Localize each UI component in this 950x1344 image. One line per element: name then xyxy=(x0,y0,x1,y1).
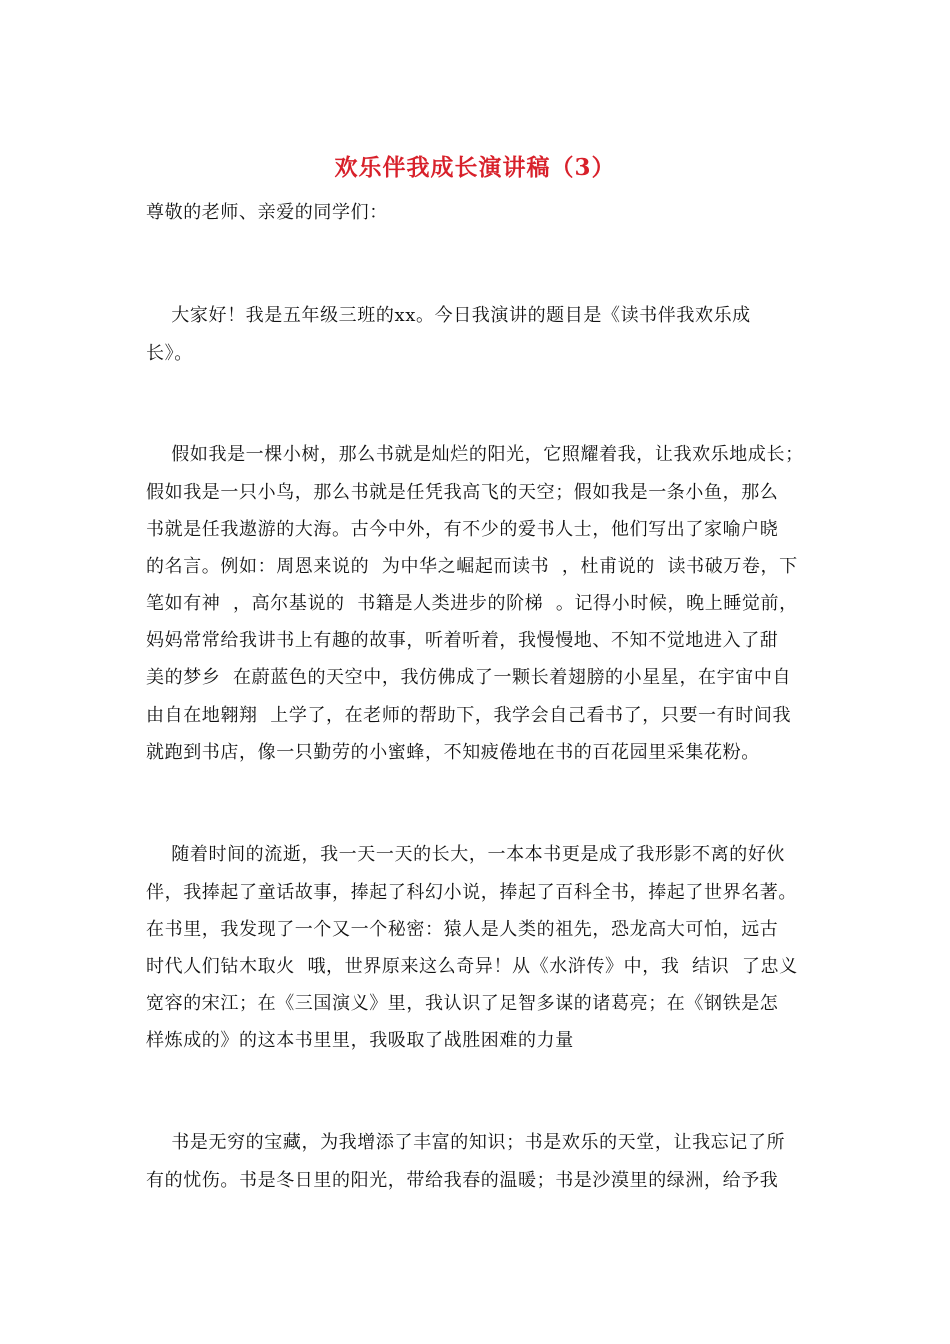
paragraph-line: 书是无穷的宝藏，为我增添了丰富的知识；书是欢乐的天堂，让我忘记了所 xyxy=(146,1132,786,1153)
paragraph-line: 妈妈常常给我讲书上有趣的故事，听着听着，我慢慢地、不知不觉地进入了甜 xyxy=(146,630,779,651)
paragraph-line: 假如我是一棵小树，那么书就是灿烂的阳光，它照耀着我，让我欢乐地成长； xyxy=(146,444,804,465)
paragraph-line: 宽容的宋江；在《三国演义》里，我认识了足智多谋的诸葛亮；在《钢铁是怎 xyxy=(146,993,779,1014)
paragraph-line: 随着时间的流逝，我一天一天的长大，一本本书更是成了我形影不离的好伙 xyxy=(146,844,786,865)
paragraph-line: 的名言。例如：周恩来说的 为中华之崛起而读书 ，杜甫说的 读书破万卷，下 xyxy=(146,556,798,577)
paragraph-line: 大家好！我是五年级三班的xx。今日我演讲的题目是《读书伴我欢乐成 xyxy=(146,305,751,326)
paragraph-line: 在书里，我发现了一个又一个秘密：猿人是人类的祖先，恐龙高大可怕，远古 xyxy=(146,919,779,940)
paragraph-line: 书就是任我遨游的大海。古今中外，有不少的爱书人士，他们写出了家喻户晓 xyxy=(146,519,779,540)
paragraph-line: 由自在地翱翔 上学了，在老师的帮助下，我学会自己看书了，只要一有时间我 xyxy=(146,705,792,726)
paragraph-line: 长》。 xyxy=(146,343,193,364)
paragraph-line: 时代人们钻木取火 哦，世界原来这么奇异！从《水浒传》中，我 结识 了忠义 xyxy=(146,956,798,977)
salutation: 尊敬的老师、亲爱的同学们： xyxy=(146,202,388,223)
paragraph-line: 有的忧伤。书是冬日里的阳光，带给我春的温暖；书是沙漠里的绿洲，给予我 xyxy=(146,1170,779,1191)
paragraph-line: 伴，我捧起了童话故事，捧起了科幻小说，捧起了百科全书，捧起了世界名著。 xyxy=(146,882,797,903)
paragraph-line: 样炼成的》的这本书里里，我吸取了战胜困难的力量 xyxy=(146,1030,574,1051)
paragraph-line: 就跑到书店，像一只勤劳的小蜜蜂，不知疲倦地在书的百花园里采集花粉。 xyxy=(146,742,760,763)
paragraph-line: 假如我是一只小鸟，那么书就是任凭我高飞的天空；假如我是一条小鱼，那么 xyxy=(146,482,779,503)
paragraph-line: 美的梦乡 在蔚蓝色的天空中，我仿佛成了一颗长着翅膀的小星星，在宇宙中自 xyxy=(146,667,792,688)
document-title: 欢乐伴我成长演讲稿（3） xyxy=(334,154,616,181)
paragraph-line: 笔如有神 ，高尔基说的 书籍是人类进步的阶梯 。记得小时候，晚上睡觉前， xyxy=(146,593,798,614)
